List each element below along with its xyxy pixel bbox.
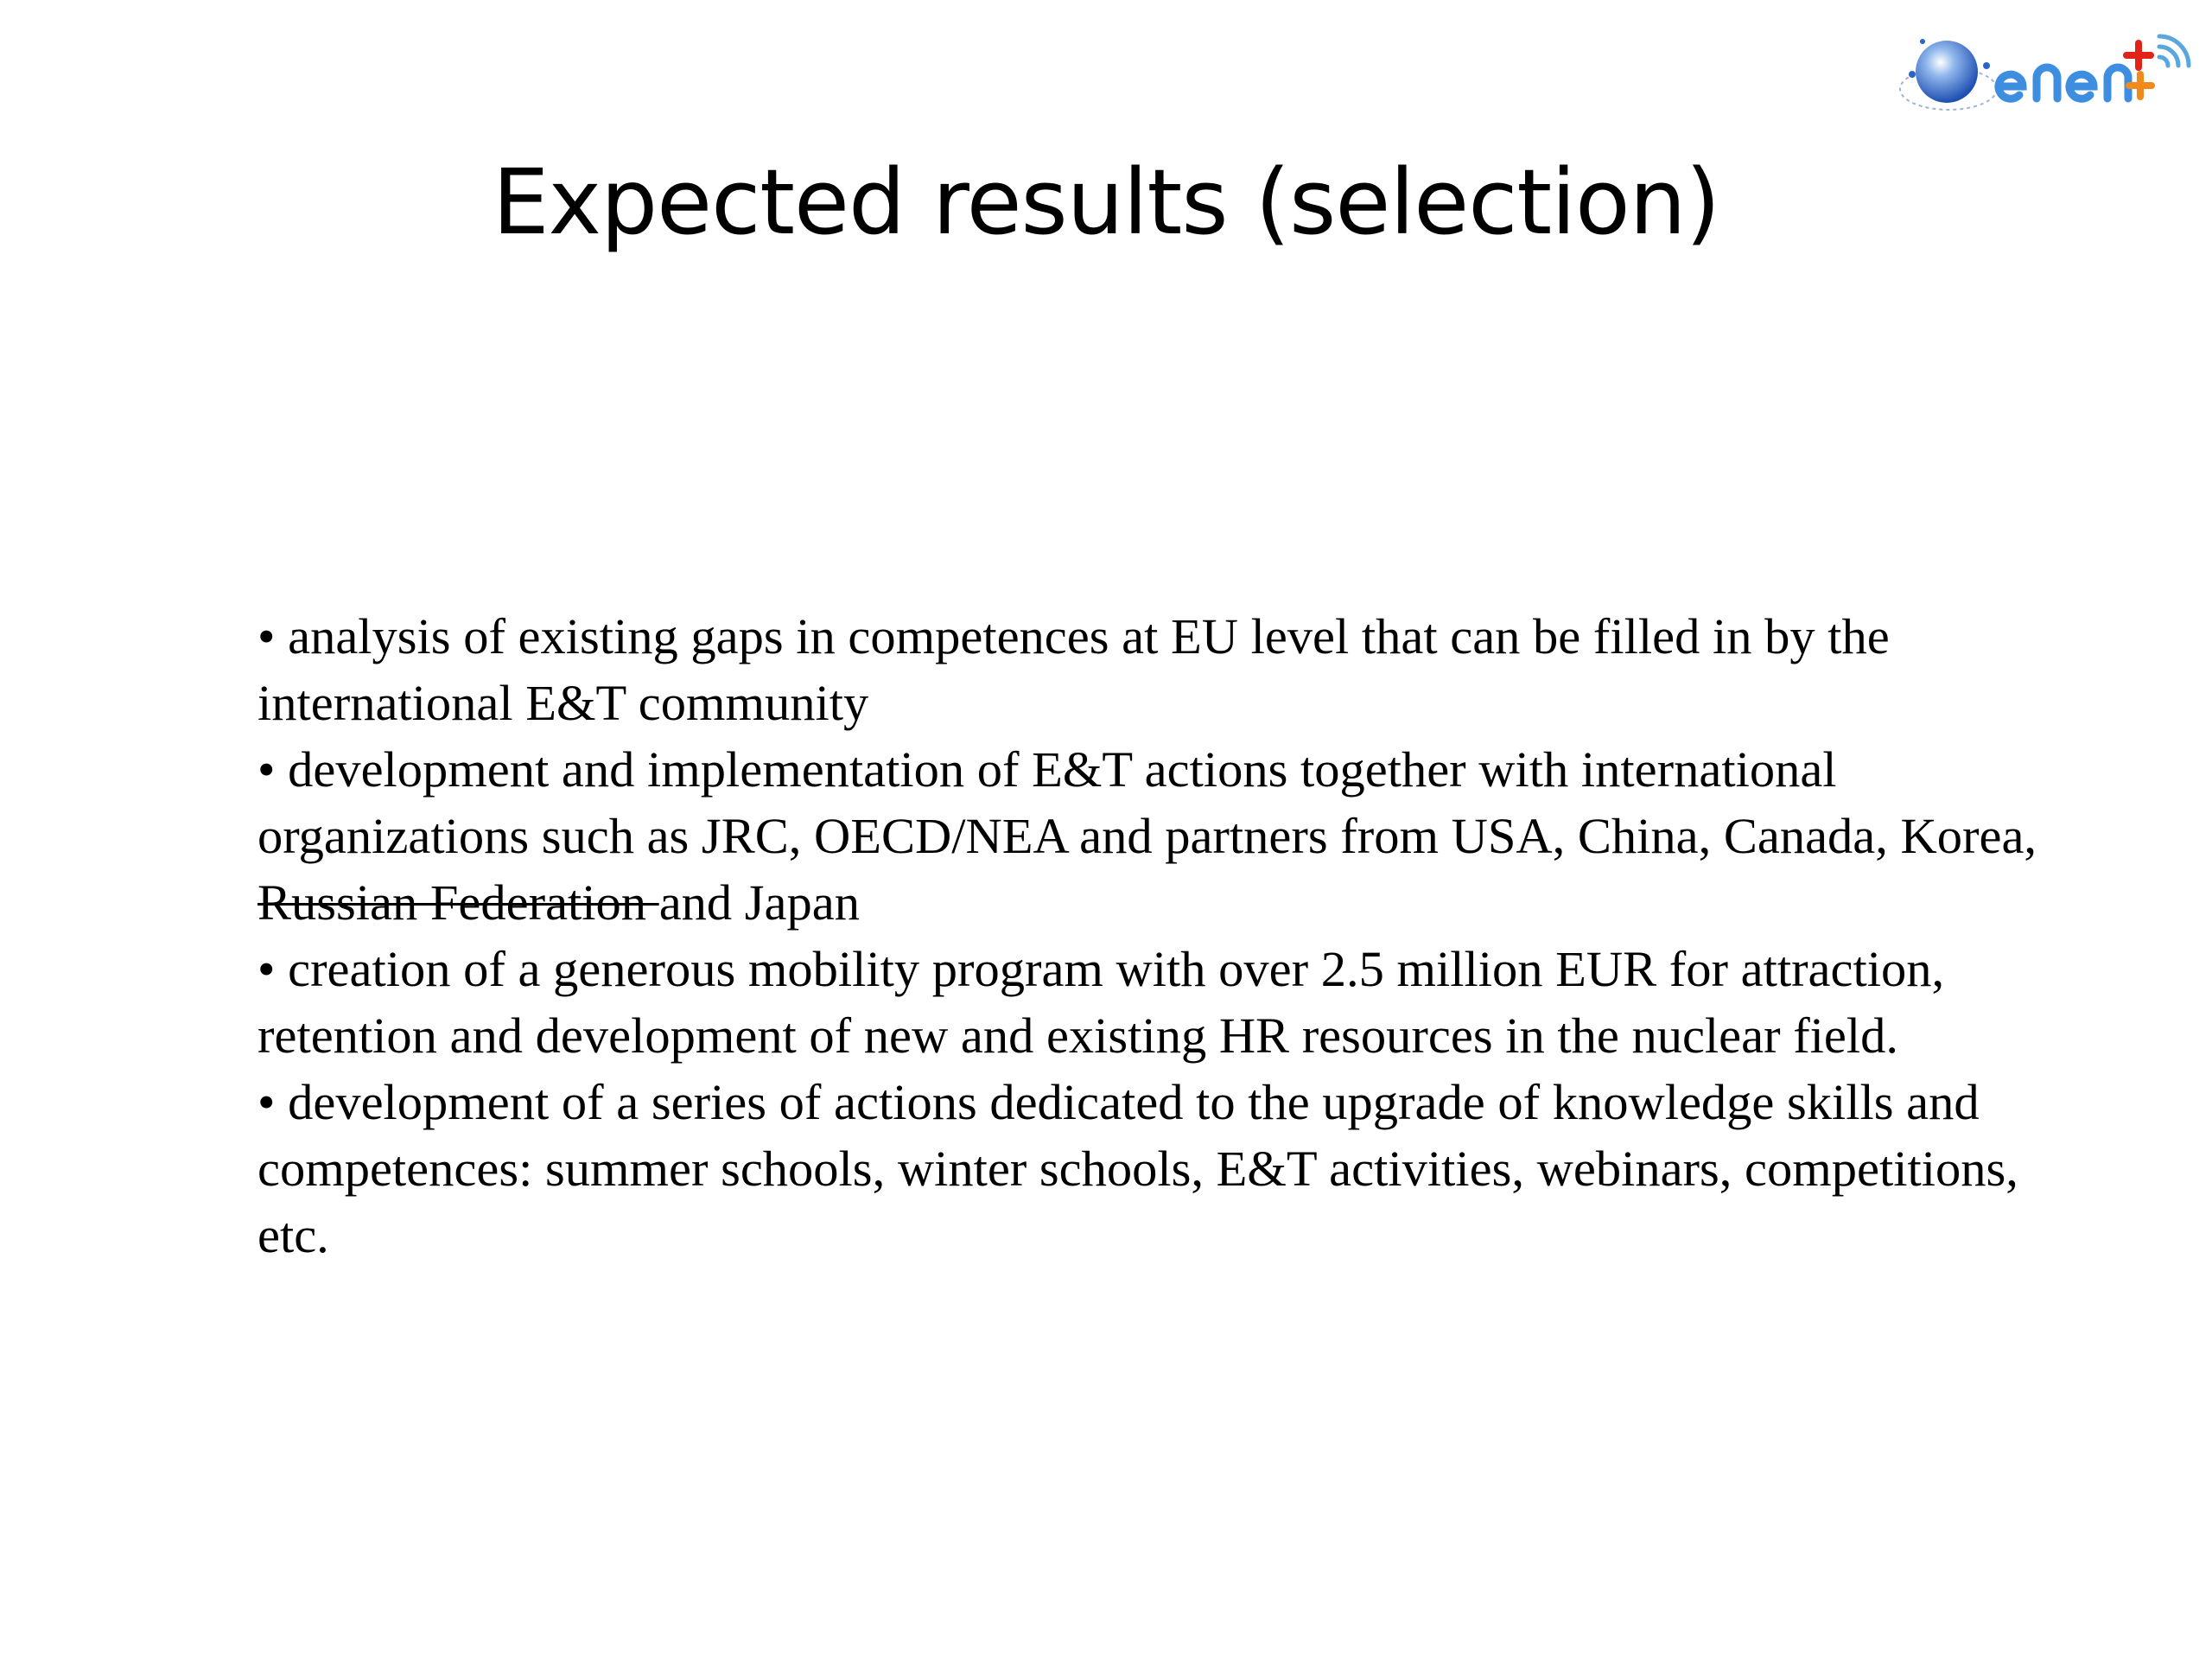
bullet-item-mobility-program: • creation of a generous mobility program with over 2.5 million EUR for attraction, retention and development of new and existing HR resources in the nuclear field. — [257, 941, 1945, 1064]
bullet-item-gaps-analysis: • analysis of existing gaps in competences at EU level that can be filled in by the international E&T community — [257, 608, 1890, 731]
struck-text-russian-federation: Russian Federation — [257, 874, 659, 931]
enen-plus-logo-icon — [1897, 24, 2195, 128]
bullet-text-before: • development and implementation of E&T actions together with international organizations such as JRC, OECD/NEA and partners from USA, China, Canada, Korea, — [257, 741, 2037, 864]
slide-title: Expected results (selection) — [492, 149, 1720, 255]
bullet-item-knowledge-upgrade: • development of a series of actions dedicated to the upgrade of knowledge skills and competences: summer schools, winter schools, E&T activities, webinars, competitions, etc. — [257, 1074, 2018, 1263]
bullet-text-after: and Japan — [658, 874, 860, 931]
bullet-item-international-actions — [257, 736, 2081, 936]
bullet-list — [257, 603, 2081, 1268]
